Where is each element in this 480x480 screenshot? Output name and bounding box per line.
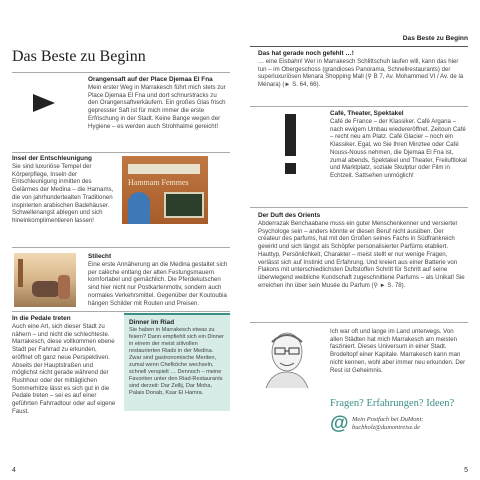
pedals-text: Auch eine Art, sich dieser Stadt zu nähern – und nicht die schlechteste. Marrakesch, diese vollkommen ebene Stadt per Fahrrad zu erkunden, eröffnet oft ganz neue Perspektiven. Abseits der Hauptstraßen und möglichst nicht gerade während der Rushhour oder der mittäglichen Sommerhitze lässt es sich gut in die Pedale treten – sei es auf einer geführten Fahrradtour oder auf eigene Faust.: [12, 323, 116, 415]
at-icon: @: [330, 413, 349, 434]
eisbahn-heading: Das hat gerade noch gefehlt …!: [258, 50, 354, 57]
cafe-heading: Café, Theater, Spektakel: [330, 110, 404, 117]
divider: [250, 207, 468, 208]
running-header: Das Beste zu Beginn: [402, 35, 468, 42]
postbox-label: Mein Postfach bei DuMont:: [352, 416, 424, 423]
arrow-icon: [33, 94, 55, 117]
orient-heading: Der Duft des Orients: [258, 212, 321, 219]
stilecht-heading: Stilecht: [88, 253, 112, 260]
page-number-left: 4: [12, 467, 16, 474]
divider: [12, 247, 230, 248]
author-section: [330, 328, 468, 374]
divider: [250, 322, 468, 323]
eisbahn-section: [258, 50, 466, 89]
divider: [250, 46, 468, 47]
hammam-heading: Insel der Entschleunigung: [12, 155, 92, 162]
divider: [250, 106, 468, 107]
pedals-heading: In die Pedale treten: [12, 315, 71, 322]
contact-block: [352, 416, 468, 432]
questions-heading: Fragen? Erfahrungen? Ideen?: [330, 398, 455, 409]
stilecht-section: [88, 253, 228, 307]
dinner-tip-text: Sie haben in Marrakesch etwas zu feiern? Dann empfiehlt sich ein Dinner in einem der meist stilvollen restaurierten Riads in der Medina. Zwar sind gastronomische Meriten, zumal wenn Chefköche wechseln, schnell verspielt … Dennoch – meine Favoriten unter den Riad-Restaurants sind derzeit: Dar Zellij, Dar Moha, Palais Donab, Ksar El Hamra.: [129, 327, 224, 396]
eisbahn-text: … eine Eisbahn! Wer in Marrakesch Schlittschuh laufen will, kann das hier tun – im Obergeschoss (grandioses Panorama, Schnellrestaurants) der superluxuriösen Menara Shopping Mall (⚲ B 7, Av. Mohammed VI / Av. de la Ménara) (► S. 64, 66).: [258, 58, 464, 89]
hammam-sign: Hammam Femmes: [128, 178, 189, 187]
orient-text: Abderrazak Benchaabane muss ein guter Menschenkenner und versierter Psychologe sein – anders könnte er diesen Beruf nicht ausüben. Der créateur des parfums, hat mit den Großen seines Fachs in Südfrankreich gewirkt und sich längst als Schöpfer personalisierter Parfüms etabliert. Hauttyp, Persönlichkeit, Charakter – meist stellt er nur wenige Fragen, verlässt sich auf Instinkt und Erfahrung. Und kreiert aus einer Batterie von Flakons mit unterschiedlichsten Duftstoffen Schritt für Schritt auf seine überwiegend weibliche Kundschaft zugeschnittene Parfums – als Unikat! Sie erreichen ihn über sein Musée du Parfum (⚲ ► S. 78).: [258, 220, 465, 289]
divider: [12, 152, 230, 153]
orange-juice-text: Mein erster Weg in Marrakesch führt mich stets zur Place Djemaa El Fna und dort schnurstracks zu den Orangensaftverkäufern. Ein großes Glas frisch gepresster Saft ist für mich immer die erste Erfrischung in der Stadt. Keine Bange wegen der Hygiene – es werden auch Strohhalme gereicht!: [88, 84, 226, 130]
title-rule: [12, 72, 230, 73]
hammam-section: [12, 155, 116, 225]
page-number-right: 5: [464, 467, 468, 474]
hammam-text: Sie sind luxuriöse Tempel der Körperpflege, Inseln der Entschleunigung inmitten des Gelärmes der Medina – die Hamams, die von jahrhundertealten Traditionen inspirierten arabischen Badehäuser. Schwellenangst ablegen und sich hineinkomplimentieren lassen!: [12, 163, 114, 224]
cafe-section: [330, 110, 468, 180]
author-text: Ich war oft und lange im Land unterwegs. Von allen Städten hat mich Marrakesch am meisten fasziniert. Dieses Universum in einer Stadt. Brodeltopf einer Kapitale. Marrakesch kann man nicht kennen, wohl aber immer neu erkunden. Der Rest ist Geheimnis.: [330, 328, 466, 374]
hammam-photo: [122, 156, 208, 224]
dinner-tip-heading: Dinner im Riad: [129, 319, 175, 326]
stilecht-text: Eine erste Annäherung an die Medina gestaltet sich per calèche entlang der alten Festungsmauern komfortabel und gemächlich. Die Pferdekutschen sind hier nicht nur Postkartenmotiv, sondern auch normales Verkehrsmittel. Gegenüber der Koutoubia hängen Schilder mit Routen und Preisen.: [88, 261, 228, 307]
orient-section: [258, 212, 466, 289]
orange-juice-heading: Orangensaft auf der Place Djemaa El Fna: [88, 76, 213, 83]
divider: [12, 311, 230, 312]
exclamation-icon: [279, 114, 303, 180]
author-portrait: [262, 328, 312, 388]
orange-juice-section: [88, 76, 228, 130]
page-title: Das Beste zu Beginn: [12, 48, 146, 65]
dinner-tip-box: [124, 313, 230, 411]
cafe-text: Café de France – der Klassiker. Café Argana – nach ewigem Umbau wiedereröffnet. Zeitoun Café – recht neu am Platz. Café Glacier – noch ein Klassiker. Egal, wo Sie Ihren Minztee oder Café Nouss-Nouss nehmen, die Djemaa El Fna ist, zumal abends, Spektakel und Theater, Freiluftlokal und Marktplatz, soziale Skulptur oder Film in Echtzeit. Sattsehen unmöglich!: [330, 118, 467, 179]
contact-email[interactable]: buchholz@dumontreise.de: [352, 424, 420, 431]
pedals-section: [12, 315, 116, 415]
stilecht-photo: [14, 253, 76, 307]
